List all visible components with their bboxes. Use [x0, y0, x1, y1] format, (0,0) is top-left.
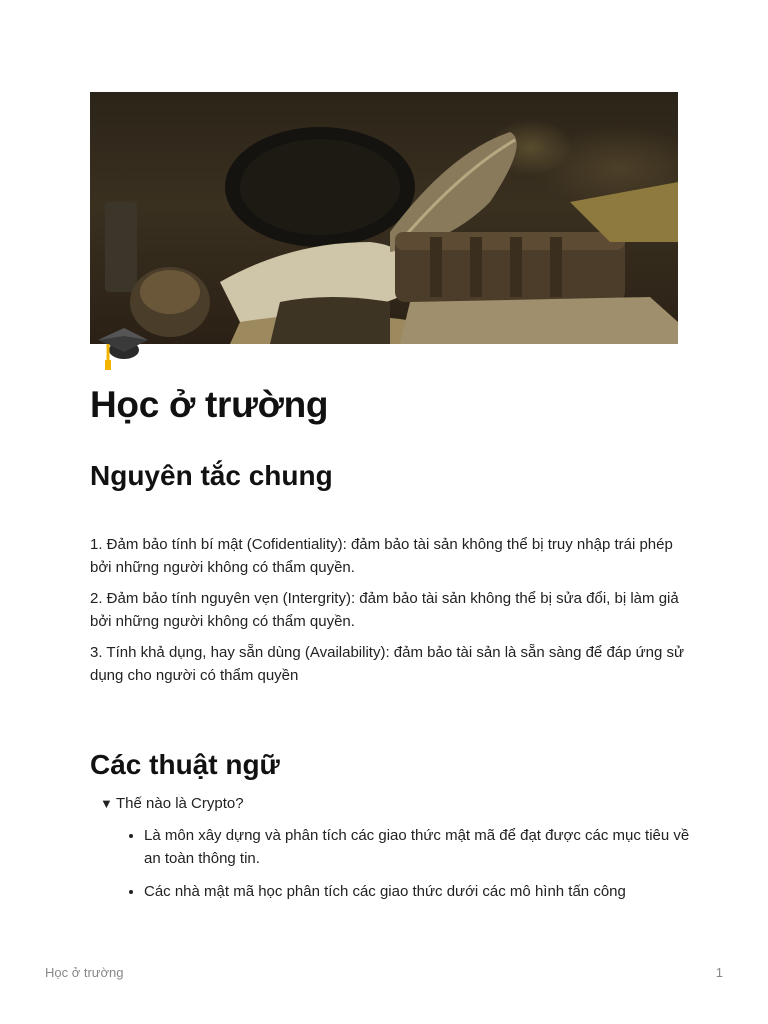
toggle-crypto[interactable] — [100, 792, 244, 815]
list-item: • Các nhà mật mã học phân tích các giao thức dưới các mô hình tấn công — [144, 880, 699, 903]
crypto-bullet-list — [126, 824, 699, 913]
toggle-arrow-icon[interactable]: ▼ — [100, 796, 113, 811]
heading-terms: Các thuật ngữ — [90, 749, 280, 780]
still-life-painting-icon — [90, 92, 678, 344]
heading-principles: Nguyên tắc chung — [90, 460, 333, 491]
graduation-cap-icon — [94, 322, 148, 372]
principle-integrity: 2. Đảm bảo tính nguyên vẹn (Intergrity): đảm bảo tài sản không thể bị sửa đổi, bị làm giả bởi những người không có thẩm quyền. — [90, 590, 679, 630]
cover-image — [90, 92, 678, 344]
principle-confidentiality: 1. Đảm bảo tính bí mật (Cofidentiality): đảm bảo tài sản không thể bị truy nhập trái phép bởi những người không có thẩm quyền. — [90, 536, 673, 576]
page-title: Học ở trường — [90, 384, 329, 425]
toggle-label: Thế nào là Crypto? — [116, 795, 244, 812]
list-item: • Là môn xây dựng và phân tích các giao thức mật mã để đạt được các mục tiêu về an toàn thông tin. — [144, 824, 699, 870]
page-number: 1 — [715, 965, 723, 980]
footer-title: Học ở trường — [45, 965, 124, 980]
principle-availability: 3. Tính khả dụng, hay sẵn dùng (Availability): đảm bảo tài sản là sẵn sàng để đáp ứng sử dụng cho người có thẩm quyền — [90, 644, 685, 684]
